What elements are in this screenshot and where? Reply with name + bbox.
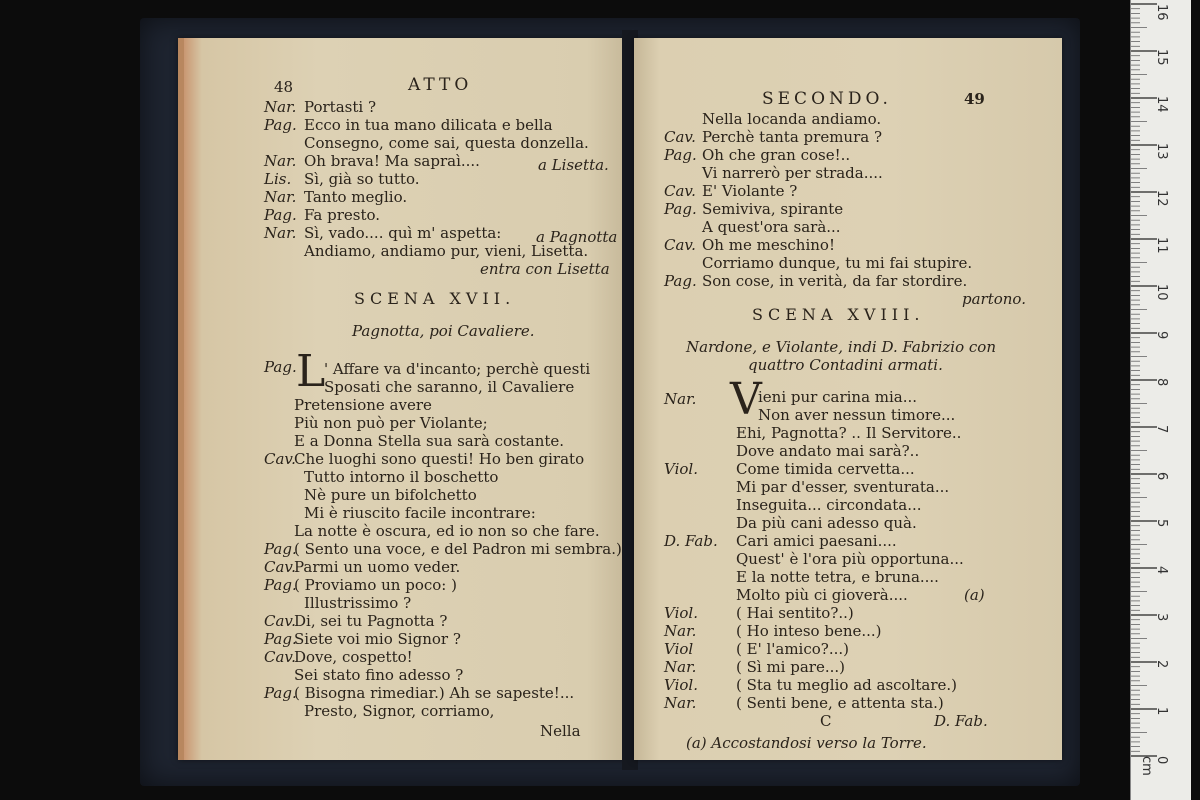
verse-line: ' Affare va d'incanto; perchè questi — [324, 360, 591, 378]
speaker: Lis. — [264, 170, 292, 188]
running-head: ATTO — [408, 75, 473, 95]
footnote-marker: (a) — [964, 586, 985, 604]
verse-line: Da più cani adesso quà. — [736, 514, 917, 532]
speaker: Nar. — [664, 694, 697, 712]
speaker: Pag. — [664, 146, 697, 164]
verse-line: A quest'ora sarà... — [702, 218, 841, 236]
speaker: Nar. — [264, 98, 297, 116]
speaker: Cav. — [264, 648, 296, 666]
verse-line: Quest' è l'ora più opportuna... — [736, 550, 964, 568]
verse-line: E a Donna Stella sua sarà costante. — [294, 432, 565, 450]
verse-line: Consegno, come sai, questa donzella. — [304, 134, 589, 152]
drop-cap: V — [730, 374, 762, 425]
verse-line: Sì, vado.... quì m' aspetta: — [304, 224, 502, 242]
left-page — [178, 38, 632, 760]
speaker: Nar. — [264, 188, 297, 206]
verse-line: Andiamo, andiamo pur, vieni, Lisetta. — [304, 242, 589, 260]
ruler-ticks — [1131, 0, 1191, 800]
verse-line: Ecco in tua mano dilicata e bella — [304, 116, 553, 134]
drop-cap: L — [296, 346, 326, 397]
speaker: Pag. — [264, 630, 297, 648]
verse-line: Portasti ? — [304, 98, 376, 116]
verse-line: Sposati che saranno, il Cavaliere — [324, 378, 575, 396]
verse-line: Come timida cervetta... — [736, 460, 915, 478]
ruler-number: 11 — [1154, 237, 1169, 254]
verse-line: Fa presto. — [304, 206, 381, 224]
footnote: (a) Accostandosi verso la Torre. — [686, 734, 927, 752]
ruler-number: 12 — [1154, 190, 1169, 207]
scene-cast: quattro Contadini armati. — [748, 356, 943, 374]
ruler-number: 16 — [1154, 4, 1169, 21]
ruler-number: 7 — [1154, 425, 1169, 434]
ruler-number: 2 — [1154, 660, 1169, 669]
stage-direction: partono. — [962, 290, 1026, 308]
ruler-number: 0 cm — [1139, 756, 1169, 776]
verse-line: Perchè tanta premura ? — [702, 128, 882, 146]
verse-line: Corriamo dunque, tu mi fai stupire. — [702, 254, 973, 272]
verse-line: Molto più ci gioverà.... — [736, 586, 908, 604]
verse-line: ( Sì mi pare...) — [736, 658, 845, 676]
right-page — [634, 38, 1062, 760]
verse-line: Semiviva, spirante — [702, 200, 844, 218]
page-number: 48 — [274, 78, 294, 96]
speaker: Pag. — [664, 200, 697, 218]
verse-line: Che luoghi sono questi! Ho ben girato — [294, 450, 585, 468]
verse-line: ( Senti bene, e attenta sta.) — [736, 694, 944, 712]
speaker: Cav. — [264, 558, 296, 576]
verse-line: Mi è riuscito facile incontrare: — [304, 504, 536, 522]
verse-line: Pretensione avere — [294, 396, 432, 414]
page-number: 49 — [964, 90, 985, 108]
scene-title: SCENA XVIII. — [752, 305, 925, 324]
ruler-number: 5 — [1154, 519, 1169, 528]
verse-line: E la notte tetra, e bruna.... — [736, 568, 939, 586]
verse-line: Tanto meglio. — [304, 188, 408, 206]
verse-line: Parmi un uomo veder. — [294, 558, 461, 576]
verse-line: Non aver nessun timore... — [758, 406, 956, 424]
scene-cast: Nardone, e Violante, indi D. Fabrizio con — [686, 338, 996, 356]
verse-line: Oh me meschino! — [702, 236, 835, 254]
verse-line: Sei stato fino adesso ? — [294, 666, 464, 684]
catchword: Nella — [540, 722, 581, 740]
verse-line: ( Proviamo un poco: ) — [294, 576, 457, 594]
speaker: Viol. — [664, 676, 698, 694]
ruler-number: 14 — [1154, 96, 1169, 113]
verse-line: Cari amici paesani.... — [736, 532, 897, 550]
verse-line: ( Sta tu meglio ad ascoltare.) — [736, 676, 958, 694]
stage-direction: entra con Lisetta — [480, 260, 610, 278]
verse-line: Siete voi mio Signor ? — [294, 630, 461, 648]
catchword: D. Fab. — [934, 712, 988, 730]
verse-line: ( Ho inteso bene...) — [736, 622, 882, 640]
verse-line: ( Bisogna rimediar.) Ah se sapeste!... — [294, 684, 575, 702]
verse-line: ( Sento una voce, e del Padron mi sembra.) — [294, 540, 622, 558]
signature-mark: C — [820, 712, 832, 730]
ruler-number: 1 — [1154, 707, 1169, 716]
speaker: Cav. — [664, 128, 696, 146]
speaker: Nar. — [664, 622, 697, 640]
speaker: Nar. — [264, 224, 297, 242]
verse-line: Inseguita... circondata... — [736, 496, 922, 514]
running-head: SECONDO. — [762, 89, 892, 109]
speaker: Pag. — [264, 576, 297, 594]
measuring-ruler — [1130, 0, 1191, 800]
ruler-number: 4 — [1154, 566, 1169, 575]
verse-line: Di, sei tu Pagnotta ? — [294, 612, 448, 630]
ruler-number: 9 — [1154, 331, 1169, 340]
verse-line: La notte è oscura, ed io non so che fare. — [294, 522, 600, 540]
ruler-number: 6 — [1154, 472, 1169, 481]
speaker: Nar. — [664, 658, 697, 676]
ruler-number: 8 — [1154, 378, 1169, 387]
verse-line: Ehi, Pagnotta? .. Il Servitore.. — [736, 424, 962, 442]
speaker: Nar. — [264, 152, 297, 170]
verse-line: ( E' l'amico?...) — [736, 640, 849, 658]
ruler-number: 15 — [1154, 49, 1169, 66]
verse-line: Tutto intorno il boschetto — [304, 468, 499, 486]
speaker: Pag. — [264, 540, 297, 558]
verse-line: ( Hai sentito?..) — [736, 604, 854, 622]
speaker: D. Fab. — [664, 532, 718, 550]
speaker: Cav. — [264, 612, 296, 630]
verse-line: ieni pur carina mia... — [758, 388, 918, 406]
verse-line: Oh brava! Ma sapraì.... — [304, 152, 480, 170]
speaker: Nar. — [664, 390, 697, 408]
verse-line: Dove, cospetto! — [294, 648, 413, 666]
speaker: Cav. — [664, 182, 696, 200]
verse-line: Più non può per Violante; — [294, 414, 488, 432]
speaker: Viol — [664, 640, 694, 658]
speaker: Viol. — [664, 604, 698, 622]
speaker: Pag. — [264, 358, 297, 376]
speaker: Cav. — [664, 236, 696, 254]
speaker: Pag. — [264, 684, 297, 702]
stage-direction: a Pagnotta — [536, 228, 618, 246]
open-book — [172, 30, 1062, 770]
verse-line: Nè pure un bifolchetto — [304, 486, 477, 504]
verse-line: Mi par d'esser, sventurata... — [736, 478, 950, 496]
scene-cast: Pagnotta, poi Cavaliere. — [352, 322, 535, 340]
verse-line: Sì, già so tutto. — [304, 170, 420, 188]
scene-title: SCENA XVII. — [354, 289, 516, 308]
speaker: Viol. — [664, 460, 698, 478]
verse-line: Vi narrerò per strada.... — [702, 164, 883, 182]
ruler-number: 3 — [1154, 613, 1169, 622]
verse-line: Nella locanda andiamo. — [702, 110, 882, 128]
ruler-number: 13 — [1154, 143, 1169, 160]
ruler-number: 10 — [1154, 284, 1169, 301]
verse-line: E' Violante ? — [702, 182, 798, 200]
verse-line: Illustrissimo ? — [304, 594, 412, 612]
speaker: Pag. — [664, 272, 697, 290]
speaker: Pag. — [264, 206, 297, 224]
speaker: Pag. — [264, 116, 297, 134]
verse-line: Presto, Signor, corriamo, — [304, 702, 495, 720]
speaker: Cav. — [264, 450, 296, 468]
verse-line: Oh che gran cose!.. — [702, 146, 851, 164]
verse-line: Dove andato mai sarà?.. — [736, 442, 920, 460]
verse-line: Son cose, in verità, da far stordire. — [702, 272, 968, 290]
stage-direction: a Lisetta. — [538, 156, 609, 174]
